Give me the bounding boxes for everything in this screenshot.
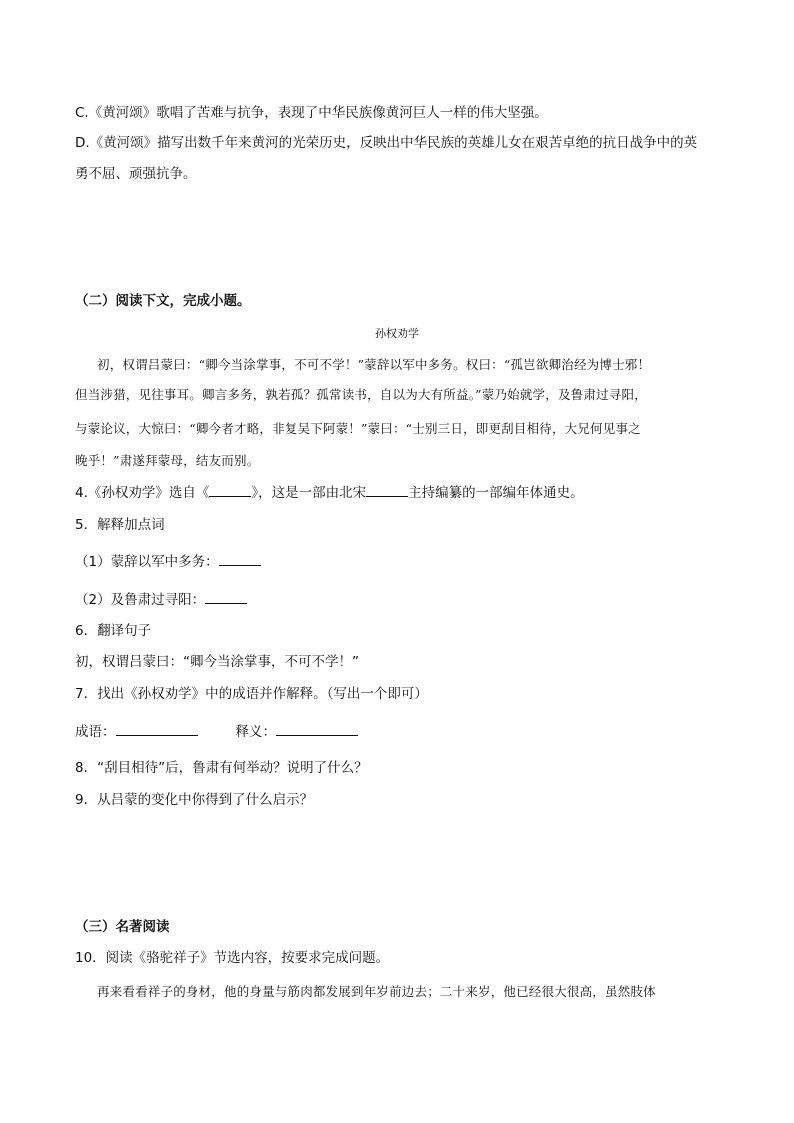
q7-idiom-label: 成语： xyxy=(75,724,116,740)
question-9: 9．从吕蒙的变化中你得到了什么启示？ xyxy=(75,792,314,808)
q4-part-c: 主持编纂的一部编年体通史。 xyxy=(408,485,584,501)
q4-part-a: 4.《孙权劝学》选自《 xyxy=(75,485,210,501)
section-3-title: （三）名著阅读 xyxy=(75,919,170,935)
question-4 xyxy=(75,482,584,503)
passage-title: 孙权劝学 xyxy=(375,327,419,340)
passage-line-1: 初，权谓吕蒙曰：“卿今当涂掌事，不可不学！”蒙辞以军中多务。权曰：“孤岂欲卿治经为博士邪！ xyxy=(97,357,651,372)
section-2-title: （二）阅读下文，完成小题。 xyxy=(75,293,251,309)
q5-2-text: （2）及鲁肃过寻阳： xyxy=(75,592,206,608)
option-d-line-1: D.《黄河颂》描写出数千年来黄河的光荣历史，反映出中华民族的英雄儿女在艰苦卓绝的抗日战争中的英 xyxy=(75,135,698,151)
question-8: 8．“刮目相待”后，鲁肃有何举动？说明了什么？ xyxy=(75,760,368,776)
passage-line-2: 但当涉猎，见往事耳。卿言多务，孰若孤？孤常读书，自以为大有所益。”蒙乃始就学，及鲁肃过寻阳， xyxy=(75,387,647,402)
q7-meaning-blank[interactable] xyxy=(276,721,358,736)
q4-blank-book[interactable] xyxy=(209,482,251,497)
q4-part-b: 》，这是一部由北宋 xyxy=(251,485,367,501)
question-5: 5．解释加点词 xyxy=(75,517,165,533)
question-5-1 xyxy=(75,551,261,572)
question-10: 10．阅读《骆驼祥子》节选内容，按要求完成问题。 xyxy=(75,950,390,966)
q5-2-blank[interactable] xyxy=(205,589,247,604)
question-5-2 xyxy=(75,589,247,610)
question-6-sentence: 初，权谓吕蒙曰：“卿今当涂掌事，不可不学！” xyxy=(75,654,359,670)
q4-blank-author[interactable] xyxy=(366,482,408,497)
q5-1-text: （1）蒙辞以军中多务： xyxy=(75,554,219,570)
q10-excerpt: 再来看看祥子的身材，他的身量与筋肉都发展到年岁前边去；二十来岁，他已经很大很高，虽然肢体 xyxy=(97,984,656,999)
option-d-line-2: 勇不屈、顽强抗争。 xyxy=(75,166,197,182)
question-7-answer xyxy=(75,721,358,742)
question-6: 6．翻译句子 xyxy=(75,623,152,639)
question-7: 7．找出《孙权劝学》中的成语并作解释。（写出一个即可） xyxy=(75,686,428,702)
option-c: C.《黄河颂》歌唱了苦难与抗争，表现了中华民族像黄河巨人一样的伟大坚强。 xyxy=(75,105,548,121)
passage-line-4: 晚乎！”肃遂拜蒙母，结友而别。 xyxy=(75,453,260,468)
q7-meaning-label: 释义： xyxy=(235,724,276,740)
passage-line-3: 与蒙论议，大惊曰：“卿今者才略，非复吴下阿蒙！”蒙曰：“士别三日，即更刮目相待，大兄何见事之 xyxy=(75,421,641,436)
q5-1-blank[interactable] xyxy=(219,551,261,566)
q7-idiom-blank[interactable] xyxy=(116,721,198,736)
